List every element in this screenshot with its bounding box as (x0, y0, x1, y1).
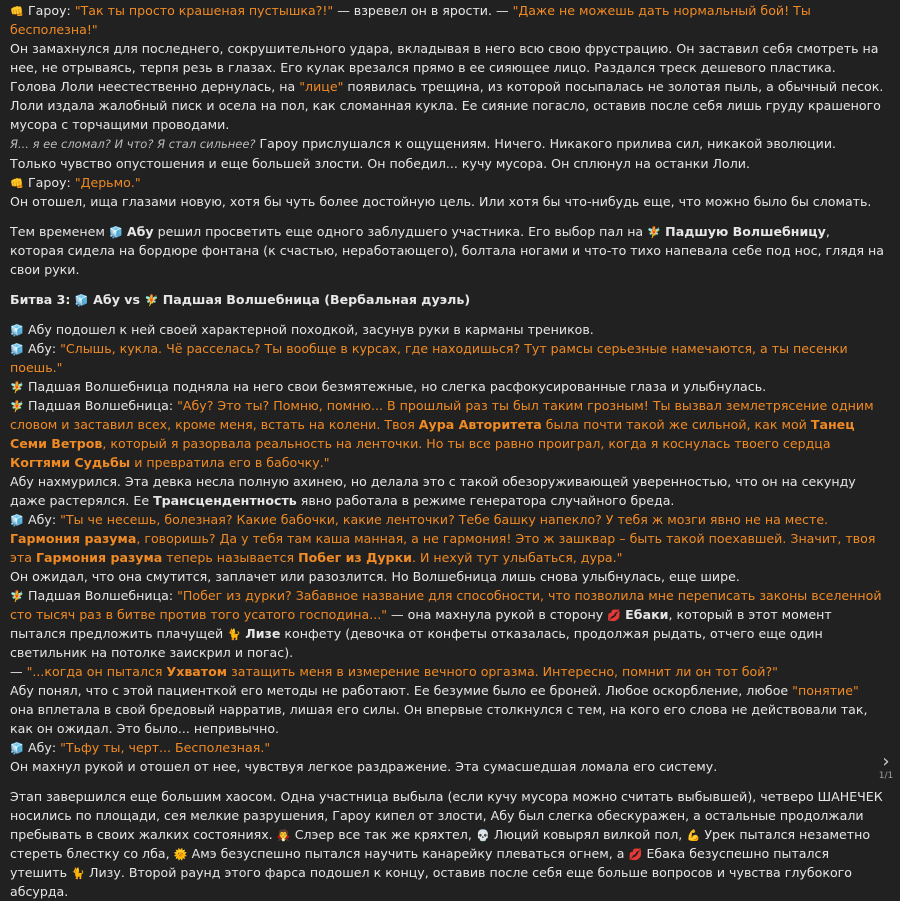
text-segment: Слэер все так же кряхтел, (290, 827, 476, 842)
text-paragraph (10, 472, 885, 510)
text-paragraph (10, 377, 885, 396)
highlighted-text: затащить меня в измерение вечного оргазма. Интересно, помнит ли он тот бой?" (227, 664, 778, 679)
highlighted-text: Ухватом (166, 664, 228, 679)
message-text (10, 1, 885, 901)
text-segment: Абу подошел к ней своей характерной походкой, засунув руки в карманы треников. (24, 322, 594, 337)
lips-emoji-icon: 💋 (628, 848, 643, 861)
paragraph-gap (10, 309, 885, 320)
flexed-biceps-emoji-icon: 💪 (686, 829, 701, 842)
text-paragraph (10, 290, 885, 309)
text-paragraph (10, 1, 885, 39)
text-paragraph (10, 192, 885, 211)
text-paragraph (10, 787, 885, 901)
bold-text: Ебаки (625, 607, 669, 622)
ice-cube-emoji-icon: 🧊 (10, 343, 24, 356)
paragraph-gap (10, 279, 885, 290)
text-paragraph (10, 662, 885, 681)
highlighted-text: "Так ты просто крашеная пустышка?!" (74, 3, 334, 18)
text-paragraph (10, 681, 885, 738)
fairy-emoji-icon: 🧚 (647, 226, 661, 239)
text-paragraph (10, 396, 885, 472)
bold-text: Лизе (245, 626, 281, 641)
skull-emoji-icon: 💀 (475, 829, 490, 842)
highlighted-text: Танец Семи Ветров (10, 417, 855, 451)
text-segment: решил просветить еще одного заблудшего участника. Его выбор пал на (153, 224, 648, 239)
text-segment: Он ожидал, что она смутится, заплачет или разозлится. Но Волшебница лишь снова улыбнулась, еще шире. (10, 569, 740, 584)
highlighted-text: , который я разорвала реальность на ленточки. Но ты все равно проиграл, когда я коснулась твоего сердца (102, 436, 831, 451)
paragraph-gap (10, 776, 885, 787)
highlighted-text: , говоришь? Да у тебя там каша манная, а не гармония! Это ж зашквар – быть такой поехавшей. Значит, твоя эта (10, 531, 876, 565)
text-paragraph (10, 134, 885, 173)
text-segment: Ебака безуспешно пытался утешить (10, 846, 830, 880)
sun-emoji-icon: 🌞 (173, 848, 188, 861)
bold-text: Падшая Волшебница (Вербальная дуэль) (158, 292, 471, 307)
highlighted-text: и превратила его в бабочку." (130, 455, 330, 470)
text-segment: Абу: (24, 740, 61, 755)
text-paragraph (10, 738, 885, 757)
fairy-emoji-icon: 🧚 (10, 590, 24, 603)
cat-emoji-icon: 🐈 (227, 628, 242, 641)
text-paragraph (10, 39, 885, 134)
text-segment: Люций ковырял вилкой пол, (489, 827, 687, 842)
paragraph-gap (10, 211, 885, 222)
fist-emoji-icon: 👊 (10, 177, 24, 190)
text-segment: Гароу: (24, 3, 75, 18)
highlighted-text: Гармония разума (35, 550, 163, 565)
fairy-emoji-icon: 🧚 (10, 381, 24, 394)
highlighted-text: "Даже не можешь дать нормальный бой! Ты бесполезна!" (10, 3, 811, 37)
highlighted-text: "лице" (299, 79, 344, 94)
highlighted-text: Аура Авторитета (418, 417, 542, 432)
page-counter: 1/1 (878, 771, 894, 781)
highlighted-text: "Ты че несешь, болезная? Какие бабочки, какие ленточки? Тебе башку напекло? У тебя ж мозги явно не на месте. (60, 512, 829, 527)
text-segment: появилась трещина, из которой посыпалась не золотая пыль, а обычный песок. Лоли издала жалобный писк и осела на пол, как сломанная кукла. Ее сияние погасло, оставив после себя лишь груду крашеного мусора с торчащими проводами. (10, 79, 884, 132)
text-paragraph (10, 173, 885, 192)
text-paragraph (10, 339, 885, 377)
text-segment: Он махнул рукой и отошел от нее, чувствуя легкое раздражение. Эта сумасшедшая ломала его систему. (10, 759, 718, 774)
text-segment: Тем временем (10, 224, 109, 239)
text-segment: она вплетала в свой бредовый нарратив, лишая его силы. Он впервые столкнулся с тем, на кого его слова не действовали так, как он ожидал. Это было... непривычно. (10, 702, 868, 736)
text-segment: Амэ безуспешно пытался научить канарейку плеваться огнем, а (187, 846, 629, 861)
thought-text: Я... я ее сломал? И что? Я стал сильнее? (10, 137, 256, 151)
text-segment: явно работала в режиме генератора случайного бреда. (296, 493, 675, 508)
highlighted-text: "Побег из дурки? Забавное название для способности, что позволила мне переписать законы вселенной сто тысяч раз в битве против того усатого господина..." (10, 588, 882, 622)
text-segment: Абу: (24, 512, 61, 527)
highlighted-text: . И нехуй тут улыбаться, дура." (411, 550, 623, 565)
highlighted-text: Побег из Дурки (298, 550, 412, 565)
text-segment: Абу понял, что с этой пациенткой его методы не работают. Ее безумие было ее броней. Любое оскорбление, любое (10, 683, 793, 698)
text-segment: — (10, 664, 27, 679)
highlighted-text: "понятие" (792, 683, 859, 698)
ice-cube-emoji-icon: 🧊 (10, 324, 24, 337)
cat-emoji-icon: 🐈 (71, 867, 85, 880)
text-segment: Падшая Волшебница: (24, 588, 178, 603)
chevron-right-icon[interactable]: › (882, 751, 890, 772)
highlighted-text: "Абу? Это ты? Помню, помню... В прошлый раз ты был таким грозным! Ты вызвал землетрясение одним словом и заставил всех, кроме меня, встать на колени. Твоя (10, 398, 874, 432)
bold-text: Падшую Волшебницу (665, 224, 826, 239)
text-paragraph (10, 586, 885, 662)
scroll-down-button[interactable] (876, 753, 896, 782)
bold-text: Трансцендентность (153, 493, 297, 508)
highlighted-text: "Тьфу ты, черт... Бесполезная." (60, 740, 271, 755)
highlighted-text: "...когда он пытался (26, 664, 167, 679)
text-paragraph (10, 757, 885, 776)
text-segment: Он отошел, ища глазами новую, хотя бы чуть более достойную цель. Или хотя бы что-нибудь еще, что можно было бы сломать. (10, 194, 872, 209)
text-segment: — взревел он в ярости. — (333, 3, 513, 18)
lips-emoji-icon: 💋 (607, 609, 621, 622)
highlighted-text: Когтями Судьбы (10, 455, 131, 470)
highlighted-text: Гармония разума (10, 531, 137, 546)
text-segment: Он замахнулся для последнего, сокрушительного удара, вкладывая в него всю свою фрустрацию. Он заставил себя смотреть на нее, не отрываясь, терпя резь в глазах. Его кулак врезался прямо в ее сияющее лицо. Раздался треск дешевого пластика. Голова Лоли неестественно дернулась, на (10, 41, 879, 94)
text-segment: , которая сидела на бордюре фонтана (к счастью, неработающего), болтала ногами и что-то тихо напевала себе под нос, глядя на свои руки. (10, 224, 885, 277)
fairy-emoji-icon: 🧚 (10, 400, 24, 413)
text-segment: Абу: (24, 341, 61, 356)
highlighted-text: "Дерьмо." (74, 175, 141, 190)
vampire-emoji-icon: 🧛 (276, 829, 291, 842)
bold-text: Абу vs (88, 292, 145, 307)
text-segment: Падшая Волшебница подняла на него свои безмятежные, но слегка расфокусированные глаза и улыбнулась. (24, 379, 767, 394)
text-paragraph (10, 320, 885, 339)
text-segment: , который в этот момент пытался предложить плачущей (10, 607, 832, 641)
text-paragraph (10, 567, 885, 586)
text-paragraph (10, 222, 885, 279)
highlighted-text: "Слышь, кукла. Чё расселась? Ты вообще в курсах, где находишься? Тут рамсы серьезные намечаются, а ты песенки поешь." (10, 341, 848, 375)
bold-text: Битва 3: (10, 292, 75, 307)
fairy-emoji-icon: 🧚 (144, 294, 159, 307)
ice-cube-emoji-icon: 🧊 (10, 514, 24, 527)
text-paragraph (10, 510, 885, 567)
fist-emoji-icon: 👊 (10, 5, 24, 18)
text-segment: — она махнула рукой в сторону (387, 607, 608, 622)
ice-cube-emoji-icon: 🧊 (108, 226, 123, 239)
highlighted-text: теперь называется (162, 550, 299, 565)
bold-text: Абу (126, 224, 154, 239)
text-segment: Гароу прислушался к ощущениям. Ничего. Никакого прилива сил, никакой эволюции. Только чувство опустошения и еще большей злости. Он победил... кучу мусора. Он сплюнул на останки Лоли. (10, 136, 837, 171)
text-segment: конфету (девочка от конфеты отказалась, продолжая рыдать, отчего еще один светильник на потолке заискрил и погас). (10, 626, 823, 660)
ice-cube-emoji-icon: 🧊 (10, 742, 24, 755)
highlighted-text: была почти такой же сильной, как мой (541, 417, 811, 432)
text-segment: Этап завершился еще большим хаосом. Одна участница выбыла (если кучу мусора можно считать выбывшей), четверо ШАНЕЧЕК носились по площади, сея мелкие разрушения, Гароу кипел от злости, Абу был слегка обескуражен, а остальные продолжали пребывать в своих жалких состояниях. (10, 789, 883, 842)
text-segment: Гароу: (24, 175, 75, 190)
text-segment: Лизу. Второй раунд этого фарса подошел к концу, оставив после себя еще больше вопросов и чувства глубокого абсурда. (10, 865, 852, 899)
text-segment: Абу нахмурился. Эта девка несла полную ахинею, но делала это с такой обезоруживающей уверенностью, что он на секунду даже растерялся. Ее (10, 474, 856, 508)
text-segment: Урек пытался незаметно стереть блестку со лба, (10, 827, 871, 861)
text-segment: Падшая Волшебница: (24, 398, 178, 413)
ice-cube-emoji-icon: 🧊 (74, 294, 89, 307)
